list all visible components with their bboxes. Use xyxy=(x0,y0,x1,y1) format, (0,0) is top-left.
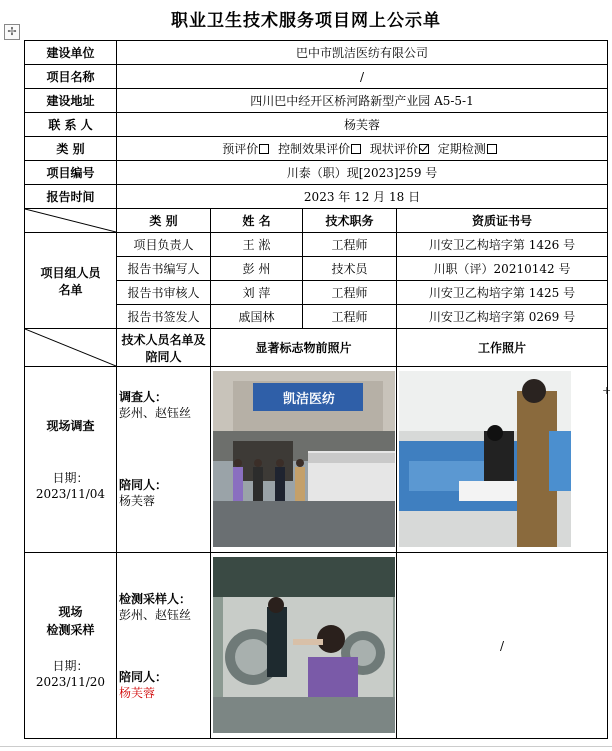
category-option-periodic[interactable]: 定期检测 xyxy=(438,142,502,156)
member-title: 工程师 xyxy=(303,233,397,257)
sampling-label-line1: 现场 xyxy=(58,605,83,619)
member-title: 工程师 xyxy=(303,281,397,305)
member-role: 报告书编写人 xyxy=(117,257,211,281)
checkbox-icon[interactable] xyxy=(487,144,497,154)
diagonal-cell xyxy=(25,329,117,367)
table-row xyxy=(25,233,608,257)
member-cert: 川安卫乙构培字第 0269 号 xyxy=(397,305,608,329)
member-name: 刘 萍 xyxy=(211,281,303,305)
sampling-label-line2: 检测采样 xyxy=(46,623,95,637)
checkbox-checked-icon[interactable] xyxy=(419,144,429,154)
contact-label: 联 系 人 xyxy=(25,113,117,137)
investigators-value: 彭州、赵钰丝 xyxy=(119,406,192,420)
survey-escort-label: 陪同人： xyxy=(119,478,168,492)
category-options xyxy=(117,137,608,161)
member-name: 王 淞 xyxy=(211,233,303,257)
category-option-status[interactable]: 现状评价 xyxy=(370,142,434,156)
row-name xyxy=(25,65,608,89)
member-role: 报告书审核人 xyxy=(117,281,211,305)
sampling-people-cell xyxy=(117,553,211,739)
survey-escort-value: 杨芙蓉 xyxy=(119,494,156,508)
samplers-value: 彭州、赵钰丝 xyxy=(119,608,192,622)
row-code xyxy=(25,161,608,185)
member-cert: 川职（评）20210142 号 xyxy=(397,257,608,281)
row-category xyxy=(25,137,608,161)
survey-work-photo xyxy=(399,371,571,547)
member-cert: 川安卫乙构培字第 1426 号 xyxy=(397,233,608,257)
row-date xyxy=(25,185,608,209)
member-title: 工程师 xyxy=(303,305,397,329)
survey-landmark-photo-cell xyxy=(211,367,397,553)
company-sign-text: 凯洁医纺 xyxy=(282,392,336,407)
address-value: 四川巴中经开区桥河路新型产业园 A5-5-1 xyxy=(117,89,608,113)
survey-date: 2023/11/04 xyxy=(35,487,106,501)
member-name: 戚国林 xyxy=(211,305,303,329)
survey-label: 现场调查 xyxy=(46,419,95,433)
landmark-photo xyxy=(213,371,395,547)
sampling-label-cell xyxy=(25,553,117,739)
landmark-header: 显著标志物前照片 xyxy=(211,329,397,367)
member-title: 技术员 xyxy=(303,257,397,281)
name-label: 项目名称 xyxy=(25,65,117,89)
survey-row xyxy=(25,367,608,553)
name-value: / xyxy=(117,65,608,89)
sampling-row xyxy=(25,553,608,739)
unit-value: 巴中市凯洁医纺有限公司 xyxy=(117,41,608,65)
row-contact xyxy=(25,113,608,137)
member-role: 报告书签发人 xyxy=(117,305,211,329)
row-address xyxy=(25,89,608,113)
people-header: 技术人员名单及陪同人 xyxy=(117,329,211,367)
category-option-control[interactable]: 控制效果评价 xyxy=(278,142,366,156)
code-label: 项目编号 xyxy=(25,161,117,185)
team-header-row xyxy=(25,209,608,233)
bottom-ruler xyxy=(0,746,612,751)
sampling-escort-label: 陪同人： xyxy=(119,670,168,684)
address-label: 建设地址 xyxy=(25,89,117,113)
survey-label-cell xyxy=(25,367,117,553)
team-header-category: 类 别 xyxy=(117,209,211,233)
sampling-date-label: 日期： xyxy=(52,659,89,673)
survey-date-label: 日期： xyxy=(52,471,89,485)
sampling-escort-value: 杨芙蓉 xyxy=(119,686,156,700)
code-value: 川泰（职）现[2023]259 号 xyxy=(117,161,608,185)
survey-work-photo-cell xyxy=(397,367,608,553)
category-label: 类 别 xyxy=(25,137,117,161)
sampling-landmark-photo-cell xyxy=(211,553,397,739)
team-header-title: 技术职务 xyxy=(303,209,397,233)
team-header-cert: 资质证书号 xyxy=(397,209,608,233)
diagonal-cell xyxy=(25,209,117,233)
page-title: 职业卫生技术服务项目网上公示单 xyxy=(171,11,441,31)
sampling-photo xyxy=(213,557,395,733)
notice-table xyxy=(24,40,608,739)
samplers-label: 检测采样人： xyxy=(119,592,192,606)
move-handle-icon[interactable]: ✢ xyxy=(4,24,20,40)
photos-header-row xyxy=(25,329,608,367)
team-group-label: 项目组人员名单 xyxy=(25,233,117,329)
unit-label: 建设单位 xyxy=(25,41,117,65)
checkbox-icon[interactable] xyxy=(351,144,361,154)
row-unit xyxy=(25,41,608,65)
member-name: 彭 州 xyxy=(211,257,303,281)
survey-people-cell xyxy=(117,367,211,553)
add-column-icon[interactable]: + xyxy=(602,384,612,397)
date-label: 报告时间 xyxy=(25,185,117,209)
category-option-pre[interactable]: 预评价 xyxy=(222,142,274,156)
date-value: 2023 年 12 月 18 日 xyxy=(117,185,608,209)
checkbox-icon[interactable] xyxy=(259,144,269,154)
sampling-work-photo-cell: / xyxy=(397,553,608,739)
member-role: 项目负责人 xyxy=(117,233,211,257)
work-header: 工作照片 xyxy=(397,329,608,367)
investigators-label: 调查人： xyxy=(119,390,168,404)
sampling-date: 2023/11/20 xyxy=(35,675,106,689)
team-header-name: 姓 名 xyxy=(211,209,303,233)
member-cert: 川安卫乙构培字第 1425 号 xyxy=(397,281,608,305)
contact-value: 杨芙蓉 xyxy=(117,113,608,137)
